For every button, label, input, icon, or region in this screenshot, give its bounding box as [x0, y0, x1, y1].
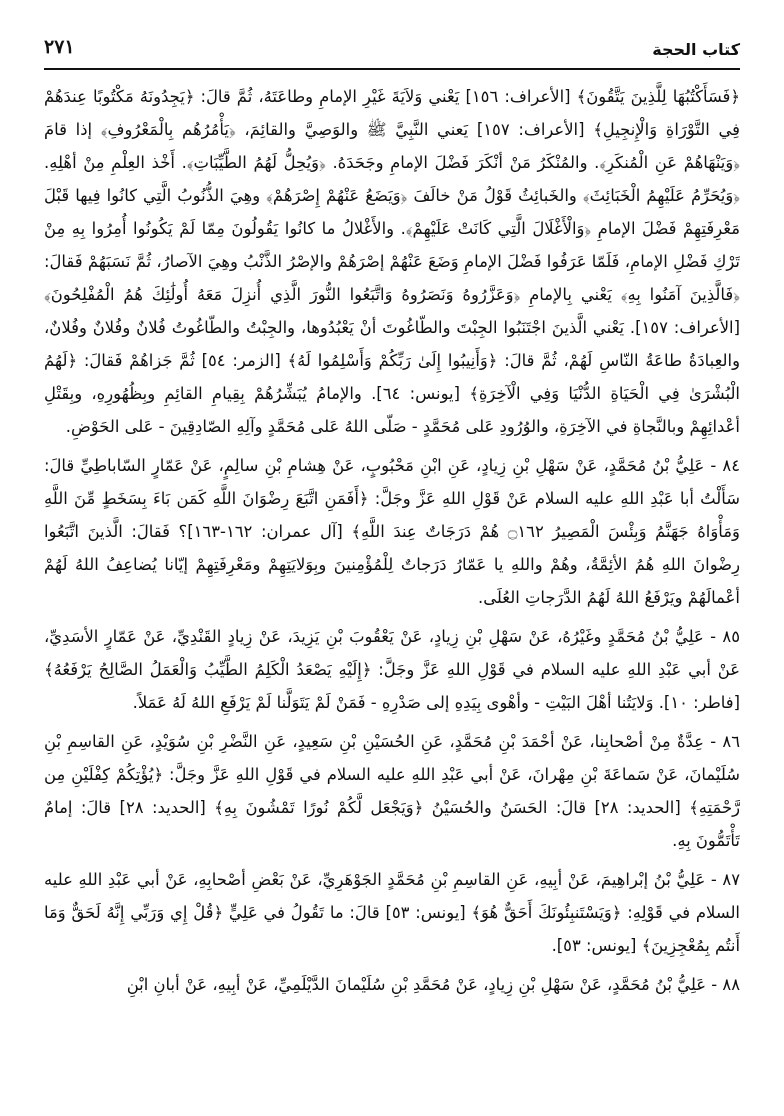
hadith-86: ٨٦ - عِدَّةٌ مِنْ أصْحابِنا، عَنْ أحْمَدَ بْنِ مُحَمَّدٍ، عَنِ الحُسَيْنِ بْنِ سَعِيدٍ، عَنِ النَّضْرِ بْنِ سُوَيْدٍ، عَنِ القاسِمِ بْنِ سُلَيْمانَ، عَنْ سَماعَةَ بْنِ مِهْرانَ، عَنْ أبي عَبْدِ اللهِ عليه السلام في قَوْلِ اللهِ عَزَّ وجَلَّ: ﴿يُؤْتِكُمْ كِفْلَيْنِ مِن رَّحْمَتِهِ﴾ [الحديد: ٢٨] قالَ: الحَسَنُ والحُسَيْنُ ﴿وَيَجْعَل لَّكُمْ نُورًا تَمْشُونَ بِهِ﴾ [الحديد: ٢٨] قالَ: إمامٌ تَأْتَمُّونَ بِهِ.: [44, 732, 740, 850]
hadith-84: ٨٤ - عَلِيُّ بْنُ مُحَمَّدٍ، عَنْ سَهْلِ بْنِ زِيادٍ، عَنِ ابْنِ مَحْبُوبٍ، عَنْ هِشامِ بْنِ سالِمٍ، عَنْ عَمّارٍ السّاباطِيِّ قالَ: سَأَلْتُ أبا عَبْدِ اللهِ عليه السلام عَنْ قَوْلِ اللهِ عَزَّ وجَلَّ: ﴿أَفَمَنِ اتَّبَعَ رِضْوَانَ اللَّهِ كَمَن بَاءَ بِسَخَطٍ مِّنَ اللَّهِ وَمَأْوَاهُ جَهَنَّمُ وَبِئْسَ الْمَصِيرُ ۝١٦٢ هُمْ دَرَجَاتٌ عِندَ اللَّهِ﴾ [آل عمران: ١٦٢-١٦٣]؟ فَقالَ: الَّذينَ اتَّبَعُوا رِضْوانَ اللهِ هُمُ الأئِمَّةُ، وهُمْ واللهِ يا عَمّارُ دَرَجاتٌ لِلْمُؤْمِنينَ وبِوَلايَتِهِمْ ومَعْرِفَتِهِمْ إيّانا يُضاعِفُ اللهُ لَهُمْ أعْمالَهُمْ ويَرْفَعُ اللهُ لَهُمُ الدَّرَجاتِ العُلَى.: [44, 456, 740, 607]
page-header: [44, 30, 740, 70]
hadith-85: ٨٥ - عَلِيُّ بْنُ مُحَمَّدٍ وغَيْرُهُ، عَنْ سَهْلِ بْنِ زِيادٍ، عَنْ يَعْقُوبَ بْنِ يَزِيدَ، عَنْ زِيادٍ القَنْدِيِّ، عَنْ عَمّارٍ الأسَدِيِّ، عَنْ أبي عَبْدِ اللهِ عليه السلام في قَوْلِ اللهِ عَزَّ وجَلَّ: ﴿إِلَيْهِ يَصْعَدُ الْكَلِمُ الطَّيِّبُ وَالْعَمَلُ الصَّالِحُ يَرْفَعُهُ﴾ [فاطر: ١٠]. وَلايَتُنا أهْلَ البَيْتِ - وأهْوى بِيَدِهِ إلى صَدْرِهِ - فَمَنْ لَمْ يَتَوَلَّنا لَمْ يَرْفَعِ اللهُ لَهُ عَمَلاً.: [44, 627, 740, 712]
page-body: [44, 80, 740, 1110]
header-divider: [44, 68, 740, 70]
page-number: ٢٧١: [44, 36, 75, 58]
hadith-88: ٨٨ - عَلِيُّ بْنُ مُحَمَّدٍ، عَنْ سَهْلِ بْنِ زِيادٍ، عَنْ مُحَمَّدِ بْنِ سُلَيْمانَ الدَّيْلَمِيِّ، عَنْ أبِيهِ، عَنْ أبانِ ابْنِ: [126, 975, 740, 994]
book-title: كتاب الحجة: [652, 40, 740, 59]
hadith-87: ٨٧ - عَلِيُّ بْنُ إبْراهِيمَ، عَنْ أبِيهِ، عَنِ القاسِمِ بْنِ مُحَمَّدٍ الجَوْهَرِيِّ، عَنْ بَعْضِ أصْحابِهِ، عَنْ أبي عَبْدِ اللهِ عليه السلام في قَوْلِهِ: ﴿وَيَسْتَنبِئُونَكَ أَحَقٌّ هُوَ﴾ [يونس: ٥٣] قالَ: ما تَقُولُ في عَلِيٍّ ﴿قُلْ إِي وَرَبِّي إِنَّهُ لَحَقٌّ وَمَا أَنتُم بِمُعْجِزِينَ﴾ [يونس: ٥٣].: [44, 870, 740, 955]
commentary-paragraph: ﴿فَسَأَكْتُبُهَا لِلَّذِينَ يَتَّقُونَ﴾ [الأعراف: ١٥٦] يَعْني وَلاَيَةَ غَيْرِ الإمامِ وطاعَتَهُ، ثُمَّ قالَ: ﴿يَجِدُونَهُ مَكْتُوبًا عِندَهُمْ فِي التَّوْرَاةِ وَالْإِنجِيلِ﴾ [الأعراف: ١٥٧] يَعني النَّبِيَّ ﷺ والوَصِيَّ والقائِمَ، ﴿يَأْمُرُهُم بِالْمَعْرُوفِ﴾ إذا قامَ ﴿وَيَنْهَاهُمْ عَنِ الْمُنكَرِ﴾. والمُنْكَرُ مَنْ أنْكَرَ فَضْلَ الإمامِ وجَحَدَهُ. ﴿وَيُحِلُّ لَهُمُ الطَّيِّبَاتِ﴾. أَخْذ العِلْمِ مِنْ أهْلِهِ. ﴿وَيُحَرِّمُ عَلَيْهِمُ الْخَبَائِثَ﴾ والخَبائِثُ قَوْلُ مَنْ خالَفَ ﴿وَيَضَعُ عَنْهُمْ إِصْرَهُمْ﴾ وهِيَ الذُّنُوبُ الَّتِي كانُوا فِيها قَبْلَ مَعْرِفَتِهِمْ فَضْلَ الإمامِ ﴿وَالْأَغْلَالَ الَّتِي كَانَتْ عَلَيْهِمْ﴾. والأَغْلالُ ما كانُوا يَقُولُونَ مِمّا لَمْ يَكُونُوا أُمِرُوا بِهِ مِنْ تَرْكِ فَضْلِ الإمامِ، فَلَمّا عَرَفُوا فَضْلَ الإمامِ وَضَعَ عَنْهُمْ إصْرَهُمْ والإصْرُ الذَّنْبُ وهِيَ الآصارُ، ثُمَّ نَسَبَهُمْ فَقالَ: ﴿فَالَّذِينَ آمَنُوا بِهِ﴾ يَعْني بِالإمامِ ﴿وَعَزَّرُوهُ وَنَصَرُوهُ وَاتَّبَعُوا النُّورَ الَّذِي أُنزِلَ مَعَهُ أُولَٰئِكَ هُمُ الْمُفْلِحُونَ﴾ [الأعراف: ١٥٧]. يَعْني الَّذينَ اجْتَنَبُوا الجِبْتَ والطّاغُوتَ أنْ يَعْبُدُوها، والجِبْتُ والطّاغُوتُ فُلانٌ وفُلانٌ وفُلانٌ، والعِبادَةُ طاعَةُ النّاسِ لَهُمْ، ثُمَّ قالَ: ﴿وَأَنِيبُوا إِلَىٰ رَبِّكُمْ وَأَسْلِمُوا لَهُ﴾ [الزمر: ٥٤] ثُمَّ جَزاهُمْ فَقالَ: ﴿لَهُمُ الْبُشْرَىٰ فِي الْحَيَاةِ الدُّنْيَا وَفِي الْآخِرَةِ﴾ [يونس: ٦٤]. والإمامُ يُبَشِّرُهُمْ بِقِيامِ القائِمِ وبِظُهُورِهِ، وبِقَتْلِ أعْدائِهِمْ وبالنَّجاةِ في الآخِرَةِ، والوُرُودِ عَلى مُحَمَّدٍ - صَلّى اللهُ عَلى مُحَمَّدٍ وآلِهِ الصّادِقِينَ - عَلى الحَوْضِ.: [44, 87, 740, 436]
